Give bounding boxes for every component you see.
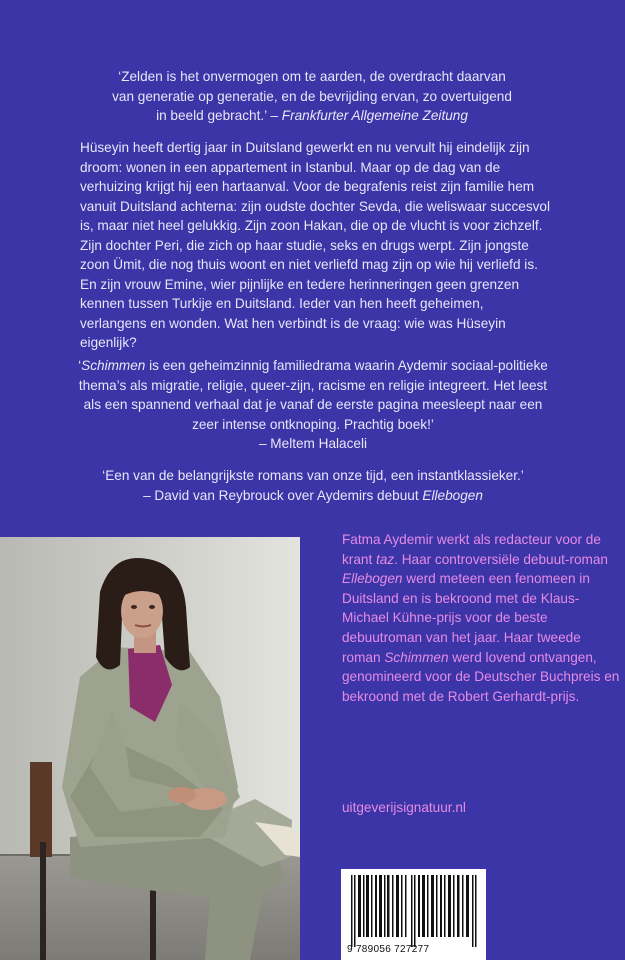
quote-source: – David van Reybrouck over Aydemirs debuut <box>143 487 423 503</box>
bio-debut-title: Ellebogen <box>342 571 403 587</box>
bio-text: . Haar controversiële debuut-roman <box>394 551 608 567</box>
bio-text: werd lovend ontvangen, genomineerd voor de Deutscher Buchpreis en bekroond met de Robert Gerhardt-prijs. <box>342 649 620 704</box>
bio-text: Fatma Aydemir werkt als redacteur voor de krant <box>342 532 601 567</box>
quote-source: – Meltem Halaceli <box>258 436 368 451</box>
quote-open-mark: ‘ <box>78 358 82 373</box>
bio-text: werd meteen een fenomeen in Duitsland en is bekroond met de Klaus-Michael Kühne-prijs voor de beste debuutroman van het jaar. Haar tweede roman <box>342 571 590 665</box>
review-quote-faz <box>112 67 512 126</box>
synopsis: Hüseyin heeft dertig jaar in Duitsland gewerkt en nu vervult hij eindelijk zijn droom: wonen in een appartement in Istanbul. Maar op de dag van de verhuizing krijgt hij een hartaanval. Voor de begrafenis reist zijn familie hem vanuit Duitsland achterna: zijn oudste dochter Sevda, die weliswaar succesvol is, maar niet heel gelukkig. Zijn zoon Hakan, die op de vlucht is voor zichzelf. Zijn dochter Peri, die zich op haar studie, seks en drugs werpt. Zijn jongste zoon Ümit, die nog thuis woont en niet verliefd mag zijn op wie hij verliefd is. En zijn vrouw Emine, wier pijnlijke en tedere herinneringen geen grenzen kennen tussen Turkije en Duitsland. Ieder van hen heeft geheimen, verlangens en wonden. Wat hen verbindt is de vraag: wie was Hüseyin eigenlijk? <box>80 140 550 350</box>
review-quote-reybrouck <box>70 466 556 505</box>
publisher-website[interactable]: uitgeverijsignatuur.nl <box>342 800 466 815</box>
author-bio <box>342 530 622 706</box>
quote-source: Frankfurter Allgemeine Zeitung <box>281 108 468 123</box>
isbn-number: 9 789056 727277 <box>347 944 430 955</box>
quote-book-title: Ellebogen <box>422 487 483 503</box>
quote-text: is een geheimzinnig familiedrama waarin Aydemir sociaal-politieke thema’s als migratie, religie, queer-zijn, racisme en religie integreert. Het leest als een spannend verhaal dat je vanaf de eerste pagina meesleept naar een zeer intense ontknoping. Prachtig boek!’ <box>78 358 548 432</box>
bio-newspaper: taz <box>376 551 395 567</box>
quote-text: ‘Een van de belangrijkste romans van onze tijd, een instantklassieker.’ <box>102 468 524 483</box>
bio-second-title: Schimmen <box>384 649 449 665</box>
barcode-bars <box>341 873 486 949</box>
quote-book-title: Schimmen <box>81 358 146 373</box>
review-quote-halaceli <box>74 356 552 454</box>
author-photo <box>0 537 300 960</box>
quote-text: ‘Zelden is het onvermogen om te aarden, de overdracht daarvan van generatie op generatie, en de bevrijding ervan, zo overtuigend in beeld gebracht.’ – <box>112 69 512 123</box>
isbn-barcode <box>341 869 486 960</box>
